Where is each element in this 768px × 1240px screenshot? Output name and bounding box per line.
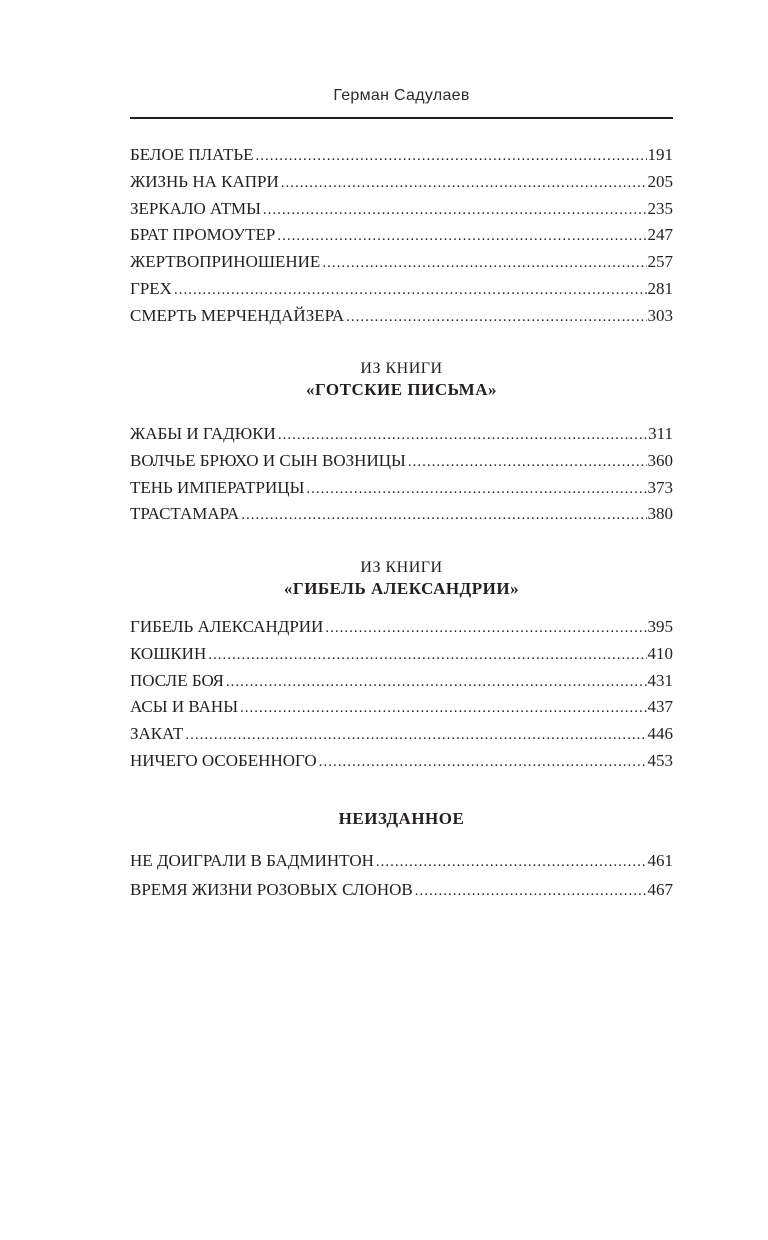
toc-entry: [130, 875, 673, 904]
toc-entry-page: 247: [647, 225, 673, 245]
toc-leader-dots: [255, 143, 646, 169]
toc-entry-title: ВОЛЧЬЕ БРЮХО И СЫН ВОЗНИЦЫ: [130, 450, 406, 470]
toc-entry-title: ЗАКАТ: [130, 724, 184, 744]
toc-entry-page: 257: [647, 252, 673, 272]
toc-entry-page: 235: [647, 198, 673, 218]
toc-entry: [130, 142, 673, 169]
toc-leader-dots: [281, 170, 647, 196]
toc-entry: [130, 501, 673, 528]
toc-group-1: [130, 142, 673, 330]
toc-entry-page: 467: [647, 880, 673, 899]
toc-entry-page: 437: [647, 697, 673, 717]
toc-entry: [130, 448, 673, 475]
toc-entry-page: 395: [647, 617, 673, 636]
toc-leader-dots: [263, 197, 647, 223]
toc-entry-page: 410: [647, 643, 673, 663]
toc-entry-title: КОШКИН: [130, 643, 207, 663]
section-heading-fall-of-alexandria: [130, 558, 673, 600]
toc-entry-title: НЕ ДОИГРАЛИ В БАДМИНТОН: [130, 851, 374, 870]
toc-entry-title: ТЕНЬ ИМПЕРАТРИЦЫ: [130, 477, 305, 497]
toc-entry-page: 446: [647, 724, 673, 744]
toc-group-3: [130, 614, 673, 775]
toc-entry: [130, 303, 673, 330]
toc-entry: [130, 169, 673, 196]
toc-entry-page: 281: [647, 278, 673, 298]
toc-group-4: [130, 846, 673, 904]
toc-entry-page: 191: [647, 145, 673, 164]
toc-leader-dots: [376, 848, 647, 875]
toc-leader-dots: [346, 304, 646, 330]
section-heading-gothic-letters: [130, 359, 673, 401]
section-heading-unpublished: [130, 808, 673, 830]
toc-entry: [130, 222, 673, 249]
header-rule: [130, 117, 673, 119]
toc-entry: [130, 614, 673, 641]
toc-leader-dots: [240, 695, 646, 721]
toc-entry-title: СМЕРТЬ МЕРЧЕНДАЙЗЕРА: [130, 305, 345, 325]
toc-leader-dots: [226, 669, 647, 695]
toc-leader-dots: [322, 250, 646, 276]
running-header-author: Герман Садулаев: [333, 87, 470, 104]
toc-entry-page: 311: [648, 424, 673, 443]
toc-entry-title: ЖИЗНЬ НА КАПРИ: [130, 171, 279, 191]
toc-entry-title: АСЫ И ВАНЫ: [130, 697, 239, 717]
toc-entry-page: 453: [647, 750, 673, 770]
toc-leader-dots: [408, 449, 647, 475]
toc-entry-title: ГИБЕЛЬ АЛЕКСАНДРИИ: [130, 617, 324, 636]
toc-entry-page: 205: [647, 171, 673, 191]
toc-entry: [130, 668, 673, 695]
toc-entry-page: 380: [647, 504, 673, 524]
toc-leader-dots: [306, 476, 646, 502]
toc-entry-page: 373: [647, 477, 673, 497]
toc-entry-title: ЖЕРТВОПРИНОШЕНИЕ: [130, 252, 321, 272]
toc-entry-title: ПОСЛЕ БОЯ: [130, 670, 224, 690]
toc-entry: [130, 846, 673, 875]
toc-leader-dots: [208, 642, 646, 668]
toc-leader-dots: [174, 277, 647, 303]
toc-entry-page: 303: [647, 305, 673, 325]
toc-entry-page: 360: [647, 450, 673, 470]
toc-entry: [130, 641, 673, 668]
section-kicker: ИЗ КНИГИ: [360, 559, 443, 576]
toc-leader-dots: [319, 749, 647, 775]
toc-leader-dots: [277, 223, 646, 249]
toc-entry-title: ВРЕМЯ ЖИЗНИ РОЗОВЫХ СЛОНОВ: [130, 880, 413, 899]
toc-entry: [130, 694, 673, 721]
toc-entry-page: 461: [647, 851, 673, 870]
section-kicker: ИЗ КНИГИ: [360, 360, 443, 377]
toc-leader-dots: [415, 877, 647, 904]
toc-entry-title: НИЧЕГО ОСОБЕННОГО: [130, 750, 317, 770]
toc-leader-dots: [185, 722, 646, 748]
toc-entry-title: БРАТ ПРОМОУТЕР: [130, 225, 276, 245]
toc-entry: [130, 748, 673, 775]
section-title: «ГОТСКИЕ ПИСЬМА»: [306, 380, 497, 399]
toc-entry-title: ЖАБЫ И ГАДЮКИ: [130, 424, 276, 443]
toc-entry: [130, 475, 673, 502]
toc-entry: [130, 721, 673, 748]
toc-entry-title: ТРАСТАМАРА: [130, 504, 240, 524]
toc-entry: [130, 249, 673, 276]
toc-entry-title: БЕЛОЕ ПЛАТЬЕ: [130, 145, 254, 164]
toc-entry: [130, 196, 673, 223]
section-title: «ГИБЕЛЬ АЛЕКСАНДРИИ»: [283, 579, 520, 598]
toc-entry-page: 431: [647, 670, 673, 690]
toc-leader-dots: [325, 615, 646, 641]
toc-entry-title: ГРЕХ: [130, 278, 172, 298]
toc-group-2: [130, 421, 673, 528]
toc-leader-dots: [241, 502, 646, 528]
toc-entry: [130, 421, 673, 448]
section-title: НЕИЗДАННОЕ: [338, 809, 465, 828]
toc-entry: [130, 276, 673, 303]
toc-leader-dots: [278, 422, 647, 448]
toc-entry-title: ЗЕРКАЛО АТМЫ: [130, 198, 261, 218]
